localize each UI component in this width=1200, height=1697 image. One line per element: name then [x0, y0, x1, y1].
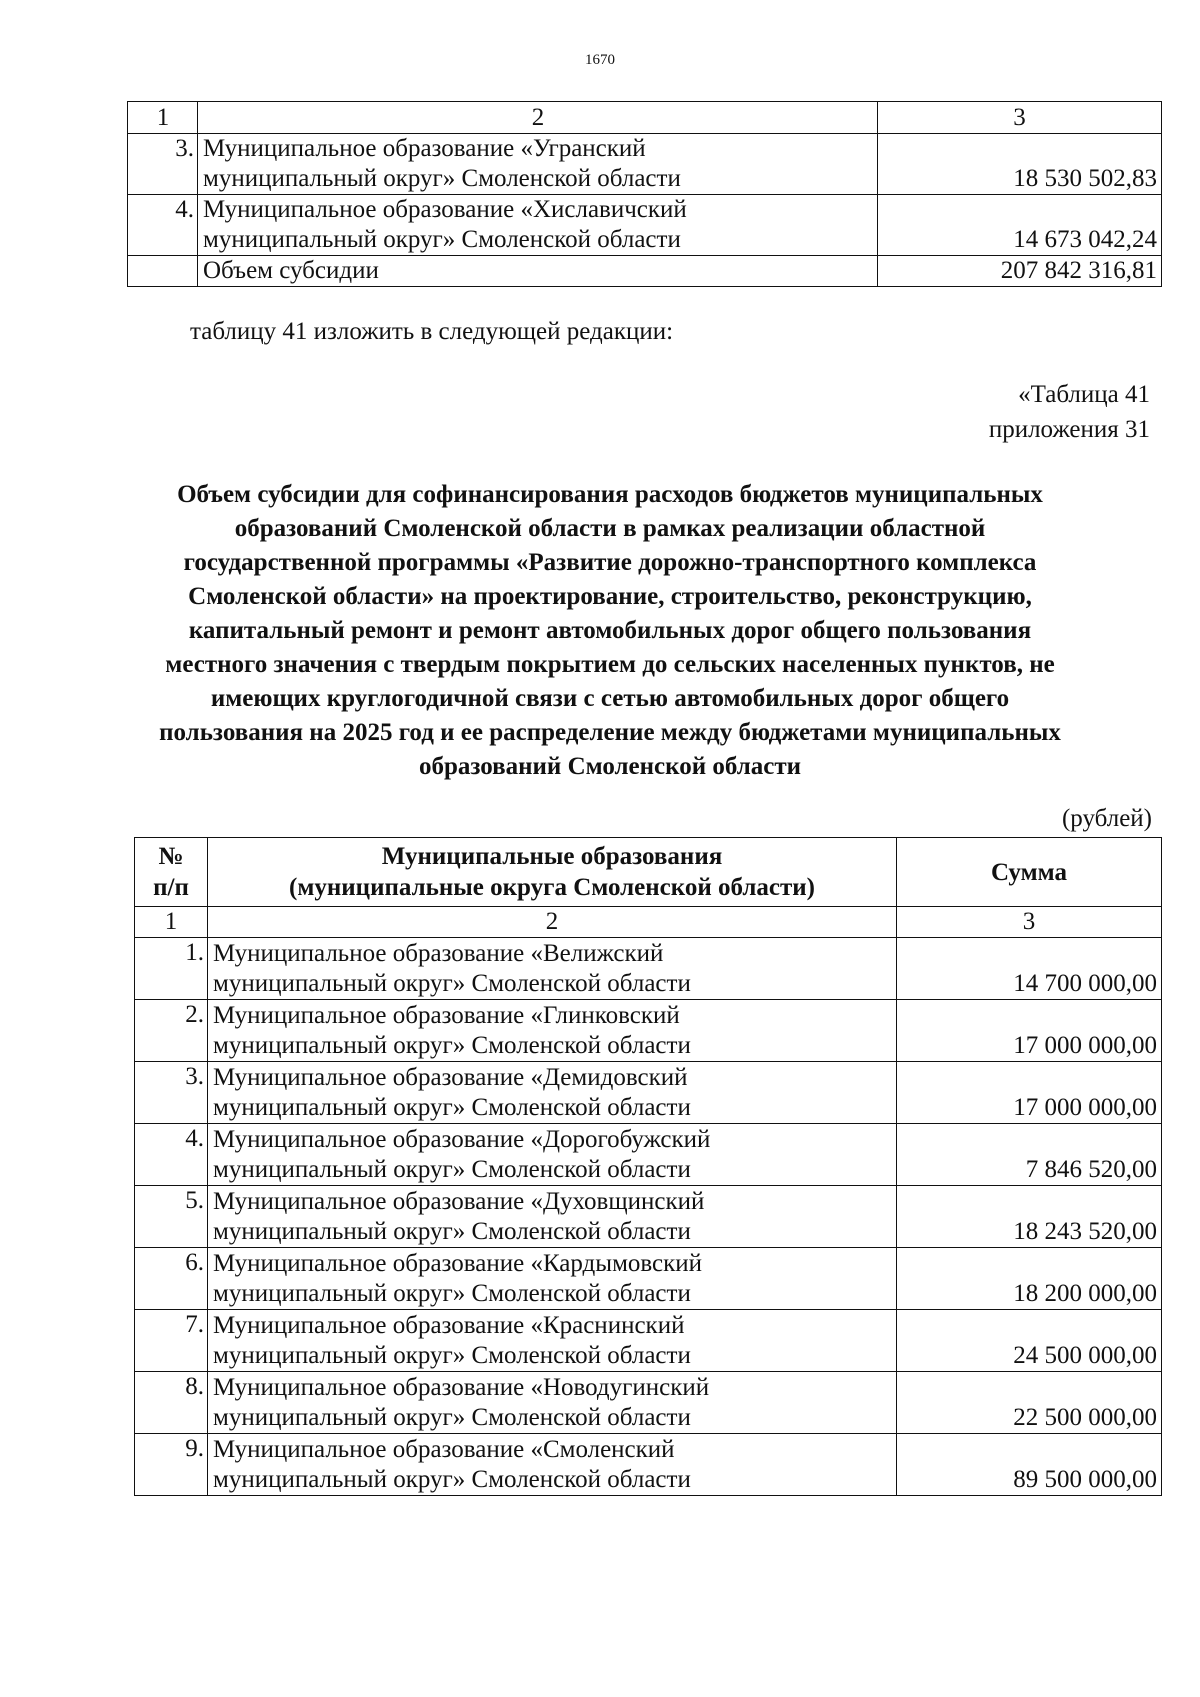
municipality-name [208, 1124, 897, 1186]
header-municipality [208, 838, 897, 907]
table-previous-continuation [127, 101, 1162, 287]
name-line-2: муниципальный округ» Смоленской области [213, 1218, 691, 1245]
name-line-2: муниципальный округ» Смоленской области [213, 970, 691, 997]
title-line: капитальный ремонт и ремонт автомобильных дорог общего пользования [188, 617, 1032, 644]
column-index-1: 1 [128, 102, 198, 134]
header-municipality-line-2: (муниципальные округа Смоленской области) [289, 874, 815, 901]
name-line-1: Муниципальное образование «Духовщинский [213, 1188, 705, 1215]
name-line-2: муниципальный округ» Смоленской области [203, 226, 681, 253]
header-number-line-2: п/п [153, 874, 189, 901]
name-line-1: Муниципальное образование «Новодугинский [213, 1374, 710, 1401]
title-line: местного значения с твердым покрытием до сельских населенных пунктов, не [165, 651, 1055, 678]
name-line-2: муниципальный округ» Смоленской области [213, 1404, 691, 1431]
row-number: 2. [135, 1000, 208, 1062]
name-line-2: муниципальный округ» Смоленской области [213, 1466, 691, 1493]
table-subsidy-distribution [134, 837, 1162, 1496]
municipality-name [208, 1062, 897, 1124]
name-line-1: Муниципальное образование «Демидовский [213, 1064, 688, 1091]
row-number: 8. [135, 1372, 208, 1434]
municipality-name [208, 1000, 897, 1062]
amount: 24 500 000,00 [897, 1310, 1162, 1372]
title-line: пользования на 2025 год и ее распределение между бюджетами муниципальных [159, 719, 1061, 746]
table-row [135, 1434, 1162, 1496]
amount: 18 243 520,00 [897, 1186, 1162, 1248]
name-line-2: муниципальный округ» Смоленской области [213, 1342, 691, 1369]
amount: 7 846 520,00 [897, 1124, 1162, 1186]
column-index-3: 3 [878, 102, 1162, 134]
total-row [128, 256, 1162, 287]
table-row [135, 1310, 1162, 1372]
amount: 18 200 000,00 [897, 1248, 1162, 1310]
column-index-row [135, 907, 1162, 938]
amount: 17 000 000,00 [897, 1000, 1162, 1062]
table-row [135, 938, 1162, 1000]
name-line-1: Муниципальное образование «Хиславичский [203, 196, 687, 223]
row-number: 6. [135, 1248, 208, 1310]
row-number: 4. [128, 195, 198, 256]
table-row [135, 1248, 1162, 1310]
document-title [120, 478, 1100, 784]
name-line-1: Муниципальное образование «Угранский [203, 135, 646, 162]
amendment-instruction: таблицу 41 изложить в следующей редакции: [190, 318, 674, 345]
table-header-row [128, 102, 1162, 134]
name-line-1: Муниципальное образование «Глинковский [213, 1002, 680, 1029]
row-number: 3. [135, 1062, 208, 1124]
municipality-name [208, 1248, 897, 1310]
column-index-1: 1 [135, 907, 208, 938]
title-line: образований Смоленской области [418, 753, 802, 780]
caption-line-1: «Таблица 41 [1018, 381, 1150, 408]
name-line-1: Муниципальное образование «Кардымовский [213, 1250, 703, 1277]
header-number-line-1: № [158, 843, 184, 870]
table-row [128, 195, 1162, 256]
title-line: образований Смоленской области в рамках реализации областной [234, 515, 986, 542]
total-empty-cell [128, 256, 198, 287]
row-number: 3. [128, 134, 198, 195]
amount: 18 530 502,83 [878, 134, 1162, 195]
page-number: 1670 [585, 52, 615, 68]
name-line-1: Муниципальное образование «Дорогобужский [213, 1126, 711, 1153]
name-line-2: муниципальный округ» Смоленской области [213, 1032, 691, 1059]
municipality-name [208, 1310, 897, 1372]
name-line-1: Муниципальное образование «Велижский [213, 940, 664, 967]
table-row [135, 1186, 1162, 1248]
row-number: 7. [135, 1310, 208, 1372]
title-line: Смоленской области» на проектирование, строительство, реконструкцию, [188, 583, 1032, 610]
municipality-name [198, 195, 878, 256]
table-row [135, 1062, 1162, 1124]
total-amount: 207 842 316,81 [878, 256, 1162, 287]
table-header-row [135, 838, 1162, 907]
row-number: 5. [135, 1186, 208, 1248]
row-number: 1. [135, 938, 208, 1000]
name-line-1: Муниципальное образование «Смоленский [213, 1436, 675, 1463]
caption-line-2: приложения 31 [988, 416, 1150, 443]
municipality-name [208, 1186, 897, 1248]
amount: 22 500 000,00 [897, 1372, 1162, 1434]
amount: 14 700 000,00 [897, 938, 1162, 1000]
header-sum: Сумма [897, 838, 1162, 907]
amount: 17 000 000,00 [897, 1062, 1162, 1124]
column-index-2: 2 [208, 907, 897, 938]
title-line: имеющих круглогодичной связи с сетью автомобильных дорог общего [210, 685, 1010, 712]
name-line-2: муниципальный округ» Смоленской области [213, 1280, 691, 1307]
units-label: (рублей) [1061, 805, 1152, 832]
total-label: Объем субсидии [198, 256, 878, 287]
amount: 14 673 042,24 [878, 195, 1162, 256]
table-row [135, 1124, 1162, 1186]
name-line-2: муниципальный округ» Смоленской области [213, 1156, 691, 1183]
municipality-name [208, 938, 897, 1000]
name-line-2: муниципальный округ» Смоленской области [203, 165, 681, 192]
header-municipality-line-1: Муниципальные образования [381, 843, 723, 870]
title-line: государственной программы «Развитие дорожно-транспортного комплекса [183, 549, 1037, 576]
column-index-2: 2 [198, 102, 878, 134]
row-number: 4. [135, 1124, 208, 1186]
municipality-name [208, 1372, 897, 1434]
column-index-3: 3 [897, 907, 1162, 938]
header-number [135, 838, 208, 907]
table-caption [989, 377, 1150, 447]
amount: 89 500 000,00 [897, 1434, 1162, 1496]
municipality-name [198, 134, 878, 195]
row-number: 9. [135, 1434, 208, 1496]
name-line-1: Муниципальное образование «Краснинский [213, 1312, 685, 1339]
table-row [128, 134, 1162, 195]
name-line-2: муниципальный округ» Смоленской области [213, 1094, 691, 1121]
table-row [135, 1000, 1162, 1062]
table-row [135, 1372, 1162, 1434]
title-line: Объем субсидии для софинансирования расходов бюджетов муниципальных [177, 481, 1043, 508]
municipality-name [208, 1434, 897, 1496]
